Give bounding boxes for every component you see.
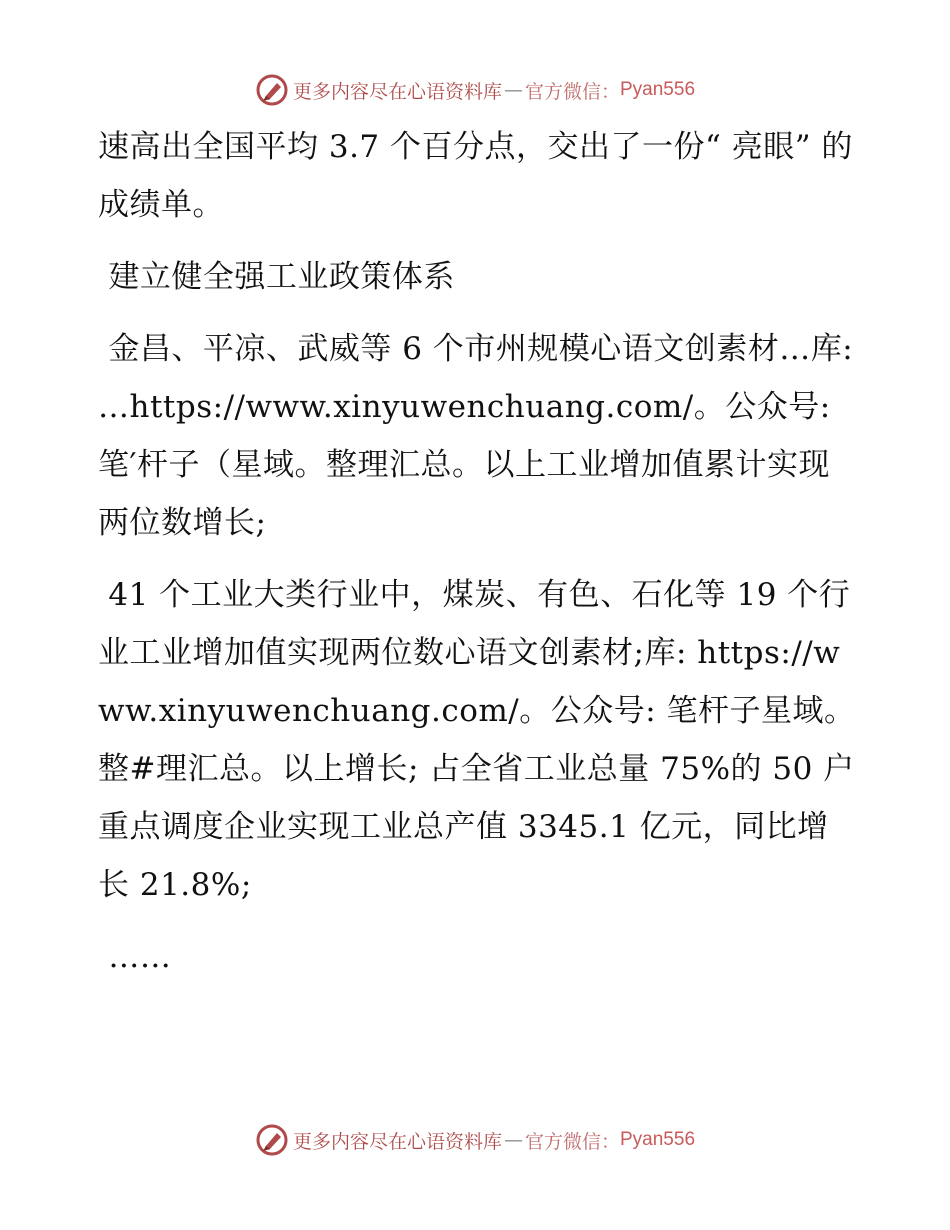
paragraph-1: 速高出全国平均 3.7 个百分点，交出了一份“ 亮眼” 的成绩单。	[98, 129, 853, 223]
pen-nib-circle-icon	[255, 73, 289, 107]
banner-separator: —	[503, 1129, 523, 1151]
paragraph-3: 41 个工业大类行业中，煤炭、有色、石化等 19 个行业工业增加值实现两位数心语文创素材;库: https://www.xinyuwenchuang.com/。公众号: 笔杆子星域。整#理汇总。以上增长; 占全省工业总量 75%的 50 户重点调度企业实现工业总产值 3345.1 亿元，同比增长 21.8%;	[98, 577, 856, 903]
paragraph-2: 金昌、平凉、武威等 6 个市州规模心语文创素材…库: …https://www.xinyuwenchuang.com/。公众号: 笔′杆子（星域。整理汇总。以上工业增加值累计实现两位数增长;	[98, 331, 864, 541]
footer-banner	[0, 1120, 950, 1160]
banner-main-text: 更多内容尽在心语资料库	[292, 1130, 502, 1153]
banner-separator: —	[503, 79, 523, 101]
banner-wechat-id: Pyan556	[620, 1129, 696, 1150]
header-banner	[0, 70, 950, 110]
banner-wechat-label: 官方微信：	[524, 80, 620, 103]
section-heading: 建立健全强工业政策体系	[98, 259, 455, 295]
banner-wechat-label: 官方微信：	[524, 1130, 620, 1153]
ellipsis-line: ……	[98, 939, 172, 975]
banner-wechat-id: Pyan556	[620, 79, 696, 100]
banner-main-text: 更多内容尽在心语资料库	[292, 80, 502, 103]
pen-nib-circle-icon	[255, 1123, 289, 1157]
document-body	[98, 118, 864, 986]
